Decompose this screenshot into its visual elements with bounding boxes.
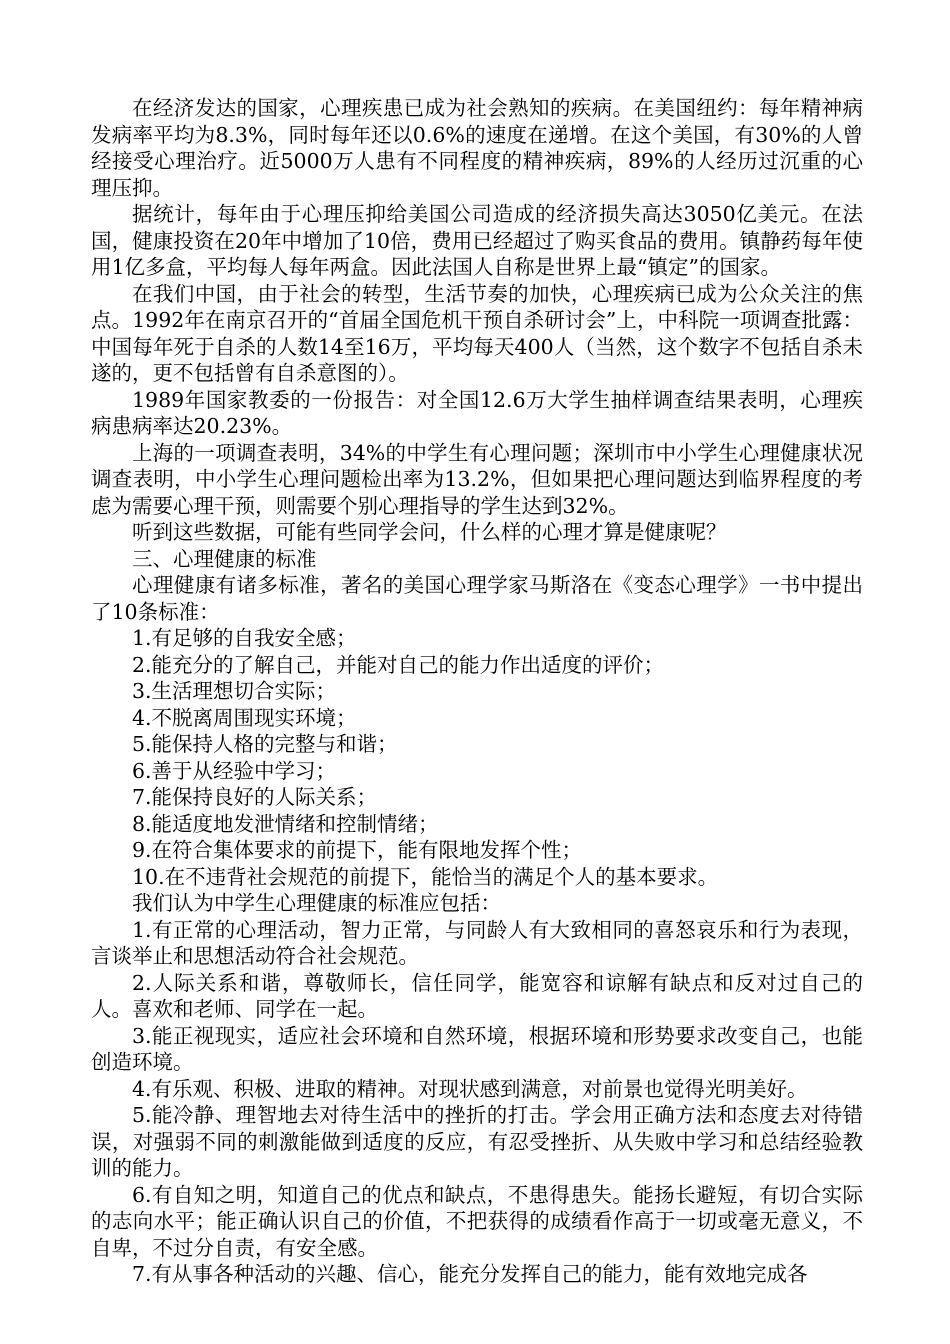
list-item: 5.能冷静、理智地去对待生活中的挫折的打击。学会用正确方法和态度去对待错误，对强弱不同的刺激能做到适度的反应，有忍受挫折、从失败中学习和总结经验教训的能力。 <box>91 1103 863 1180</box>
list-item: 4.有乐观、积极、进取的精神。对现状感到满意，对前景也觉得光明美好。 <box>132 1076 808 1101</box>
list-item: 1.有正常的心理活动，智力正常，与同龄人有大致相同的喜怒哀乐和行为表现，言谈举止和思想活动符合社会规范。 <box>91 917 863 968</box>
list-item: 2.能充分的了解自己，并能对自己的能力作出适度的评价； <box>132 652 665 677</box>
paragraph-university-survey: 1989年国家教委的一份报告：对全国12.6万大学生抽样调查结果表明，心理疾病患病率达20.23%。 <box>91 387 863 438</box>
list-item: 7.有从事各种活动的兴趣、信心，能充分发挥自己的能力，能有效地完成各 <box>132 1262 808 1286</box>
section-heading: 三、心理健康的标准 <box>132 546 317 571</box>
list-item: 6.有自知之明，知道自己的优点和缺点，不患得患失。能扬长避短，有切合实际的志向水平；能正确认识自己的价值，不把获得的成绩看作高于一切或毫无意义，不自卑，不过分自责，有安全感。 <box>91 1182 863 1260</box>
document-page <box>91 95 863 1288</box>
list-item: 7.能保持良好的人际关系； <box>132 785 378 809</box>
paragraph-us-mental-illness: 在经济发达的国家，心理疾患已成为社会熟知的疾病。在美国纽约：每年精神病发病率平均为8.3%，同时每年还以0.6%的速度在递增。在这个美国，有30%的人曾经接受心理治疗。近5000万人患有不同程度的精神疾病，89%的人经历过沉重的心理压抑。 <box>91 96 863 200</box>
list-item: 3.生活理想切合实际； <box>132 679 337 703</box>
list-item: 5.能保持人格的完整与和谐； <box>132 732 398 756</box>
paragraph-question: 听到这些数据，可能有些同学会问，什么样的心理才算是健康呢？ <box>132 520 727 544</box>
paragraph-maslow-intro: 心理健康有诸多标准，著名的美国心理学家马斯洛在《变态心理学》一书中提出了10条标准： <box>91 573 863 624</box>
list-item: 2.人际关系和谐，尊敬师长，信任同学，能宽容和谅解有缺点和反对过自己的人。喜欢和老师、同学在一起。 <box>91 970 863 1021</box>
list-item: 4.不脱离周围现实环境； <box>132 705 357 730</box>
paragraph-economic-loss: 据统计，每年由于心理压抑给美国公司造成的经济损失高达3050亿美元。在法国，健康投资在20年中增加了10倍，费用已经超过了购买食品的费用。镇静药每年使用1亿多盒，平均每人每年两盒。因此法国人自称是世界上最“镇定”的国家。 <box>91 202 863 279</box>
list-item: 6.善于从经验中学习； <box>132 758 337 783</box>
list-item: 9.在符合集体要求的前提下，能有限地发挥个性； <box>132 838 583 862</box>
paragraph-middle-school-survey: 上海的一项调查表明，34%的中学生有心理问题；深圳市中小学生心理健康状况调查表明，中小学生心理问题检出率为13.2%，但如果把心理问题达到临界程度的考虑为需要心理干预，则需要个别心理指导的学生达到32%。 <box>91 440 863 518</box>
list-item: 10.在不违背社会规范的前提下，能恰当的满足个人的基本要求。 <box>132 864 719 889</box>
paragraph-student-standards-intro: 我们认为中学生心理健康的标准应包括： <box>132 891 501 915</box>
paragraph-china-suicide: 在我们中国，由于社会的转型，生活节奏的加快，心理疾病已成为公众关注的焦点。1992年在南京召开的“首届全国危机干预自杀研讨会”上，中科院一项调查批露：中国每年死于自杀的人数14至16万，平均每天400人（当然，这个数字不包括自杀未遂的，更不包括曾有自杀意图的）。 <box>91 281 863 385</box>
list-item: 1.有足够的自我安全感； <box>132 626 357 650</box>
list-item: 3.能正视现实，适应社会环境和自然环境，根据环境和形势要求改变自己，也能创造环境。 <box>91 1023 863 1074</box>
list-item: 8.能适度地发泄情绪和控制情绪； <box>132 811 439 836</box>
